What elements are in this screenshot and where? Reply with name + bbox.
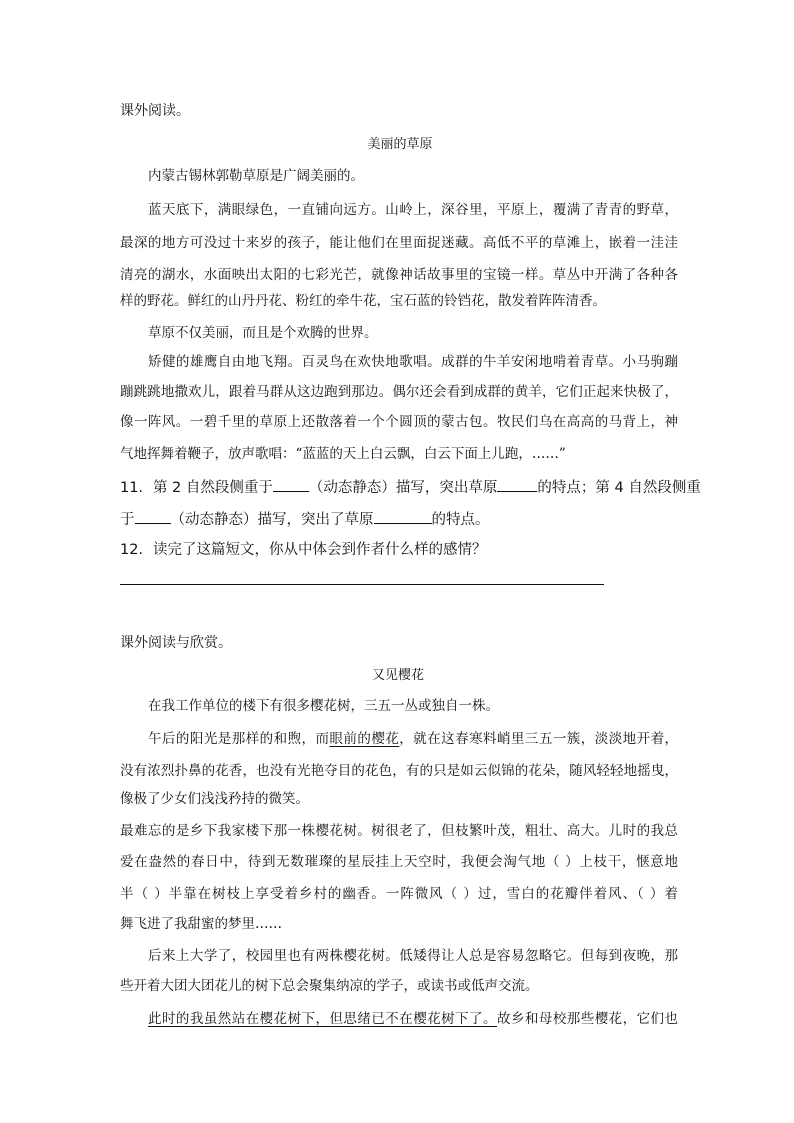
passage-line: 气地挥舞着鞭子，放声歌唱：“蓝蓝的天上白云飘，白云下面上儿跑，……” xyxy=(120,446,566,462)
question-12: 12．读完了这篇短文，你从中体会到作者什么样的感情？ xyxy=(120,542,487,558)
passage-line: 像一阵风。一碧千里的草原上还散落着一个个圆顶的蒙古包。牧民们乌在高高的马背上，神 xyxy=(120,414,678,430)
passage-title: 美丽的草原 xyxy=(367,137,433,152)
passage-line: 此时的我虽然站在樱花树下，但思绪已不在樱花树下了。故乡和母校那些樱花，它们也 xyxy=(148,1011,679,1027)
passage-line: 内蒙古锡林郭勒草原是广阔美丽的。 xyxy=(148,168,364,184)
passage-line: 爱在盎然的春日中，待到无数璀璨的星辰挂上天空时，我便会淘气地（ ）上枝干，惬意地 xyxy=(120,854,678,870)
passage-line: 蓝天底下，满眼绿色，一直铺向远方。山岭上，深谷里，平原上，覆满了青青的野草， xyxy=(148,202,678,218)
passage-line: 没有浓烈扑鼻的花香，也没有光艳夺目的花色，有的只是如云似锦的花朵，随风轻轻地摇曳， xyxy=(120,763,678,779)
underlined-phrase: 眼前的樱花 xyxy=(329,731,400,747)
passage-line: 蹦跳跳地撒欢儿，跟着马群从这边跑到那边。偶尔还会看到成群的黄羊，它们正起来快极了， xyxy=(120,384,678,400)
question-11-line2: 于 （动态静态）描写，突出了草原 的特点。 xyxy=(120,509,490,529)
passage-line: 最难忘的是乡下我家楼下那一株樱花树。树很老了，但枝繁叶茂，粗壮、高大。儿时的我总 xyxy=(120,823,678,839)
answer-blank[interactable] xyxy=(135,509,171,524)
answer-blank[interactable] xyxy=(374,509,432,524)
question-11-line1: 11．第 2 自然段侧重于 （动态静态）描写，突出草原 的特点；第 4 自然段侧重 xyxy=(120,477,701,497)
passage-line: 后来上大学了，校园里也有两株樱花树。低矮得让人总是容易忽略它。但每到夜晚，那 xyxy=(148,948,678,964)
passage-line: 像极了少女们浅浅矜持的微笑。 xyxy=(120,791,309,807)
underlined-sentence: 此时的我虽然站在樱花树下，但思绪已不在樱花树下了。 xyxy=(148,1011,497,1027)
passage-line: 半（ ）半靠在树枝上享受着乡村的幽香。一阵微风（ ）过，雪白的花瓣伴着风、（ ）着 xyxy=(120,886,678,902)
passage-line: 些开着大团大团花儿的树下总会聚集纳凉的学子，或读书或低声交流。 xyxy=(120,978,539,994)
answer-line[interactable] xyxy=(120,584,604,585)
answer-blank[interactable] xyxy=(497,477,537,492)
passage-line: 在我工作单位的楼下有很多樱花树，三五一丛或独自一株。 xyxy=(148,698,499,714)
passage-line: 样的野花。鲜红的山丹丹花、粉红的牵牛花，宝石蓝的铃铛花，散发着阵阵清香。 xyxy=(120,293,606,309)
passage-line: 午后的阳光是那样的和煦，而眼前的樱花，就在这春寒料峭里三五一簇，淡淡地开着， xyxy=(148,731,679,747)
passage-line: 舞飞进了我甜蜜的梦里…… xyxy=(120,916,282,932)
section-heading: 课外阅读与欣赏。 xyxy=(120,635,232,651)
answer-blank[interactable] xyxy=(273,477,309,492)
passage-line: 最深的地方可没过十来岁的孩子，能让他们在里面捉迷藏。高低不平的草滩上，嵌着一洼洼 xyxy=(120,235,678,251)
passage-line: 清亮的湖水，水面映出太阳的七彩光芒，就像神话故事里的宝镜一样。草丛中开满了各种各 xyxy=(120,267,678,283)
passage-title: 又见樱花 xyxy=(371,668,425,683)
section-heading: 课外阅读。 xyxy=(120,103,190,119)
passage-line: 草原不仅美丽，而且是个欢腾的世界。 xyxy=(148,325,378,341)
passage-line: 矫健的雄鹰自由地飞翔。百灵鸟在欢快地歌唱。成群的牛羊安闲地啃着青草。小马驹蹦 xyxy=(148,354,678,370)
